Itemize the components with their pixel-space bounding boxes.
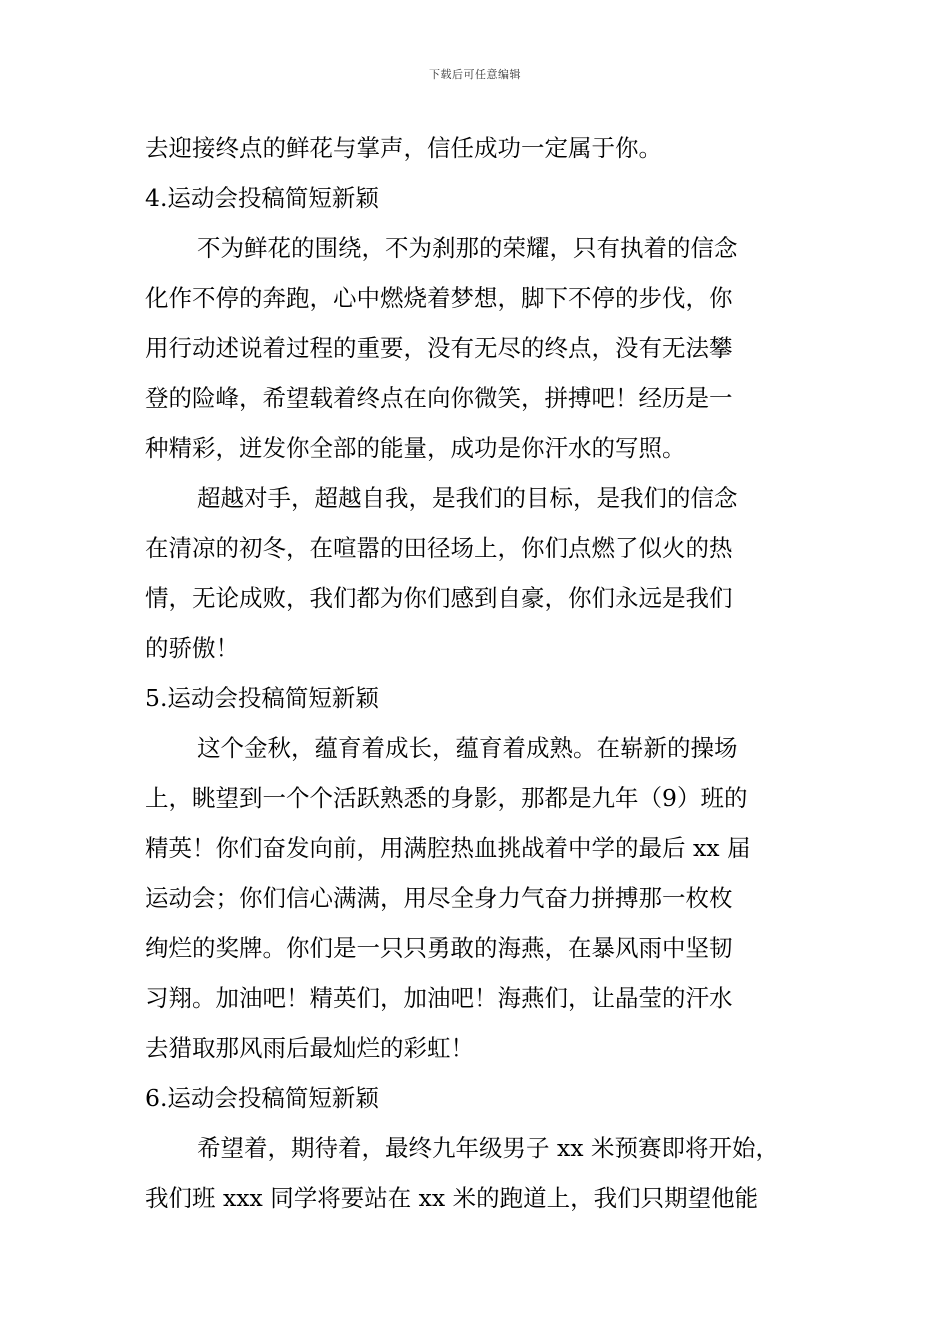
section-heading: 4.运动会投稿简短新颖	[145, 184, 379, 212]
text-line: 精英！你们奋发向前，用满腔热血挑战着中学的最后 xx 届	[145, 834, 751, 862]
text-line: 去猎取那风雨后最灿烂的彩虹！	[145, 1034, 474, 1062]
text-line: 这个金秋，蕴育着成长，蕴育着成熟。在崭新的操场	[197, 734, 738, 762]
text-line: 去迎接终点的鲜花与掌声，信任成功一定属于你。	[145, 134, 662, 162]
document-body	[145, 123, 809, 1223]
text-line: 情，无论成败，我们都为你们感到自豪，你们永远是我们	[145, 584, 733, 612]
text-line: 我们班 xxx 同学将要站在 xx 米的跑道上，我们只期望他能	[145, 1184, 759, 1212]
text-line: 绚烂的奖牌。你们是一只只勇敢的海燕，在暴风雨中坚韧	[145, 934, 733, 962]
text-line: 上，眺望到一个个活跃熟悉的身影，那都是九年（9）班的	[145, 784, 748, 812]
text-line: 在清凉的初冬，在喧嚣的田径场上，你们点燃了似火的热	[145, 534, 733, 562]
text-line: 用行动述说着过程的重要，没有无尽的终点，没有无法攀	[145, 334, 733, 362]
text-line: 运动会；你们信心满满，用尽全身力气奋力拼搏那一枚枚	[145, 884, 733, 912]
text-line: 希望着，期待着，最终九年级男子 xx 米预赛即将开始，	[197, 1134, 779, 1162]
text-line: 化作不停的奔跑，心中燃烧着梦想，脚下不停的步伐，你	[145, 284, 733, 312]
section-heading: 6.运动会投稿简短新颖	[145, 1084, 379, 1112]
text-line: 习翔。加油吧！精英们，加油吧！海燕们，让晶莹的汗水	[145, 984, 733, 1012]
text-line: 登的险峰，希望载着终点在向你微笑，拼搏吧！经历是一	[145, 384, 733, 412]
text-line: 超越对手，超越自我，是我们的目标，是我们的信念	[197, 484, 738, 512]
text-line: 种精彩，迸发你全部的能量，成功是你汗水的写照。	[145, 434, 686, 462]
page-header: 下载后可任意编辑	[429, 68, 521, 81]
text-line: 不为鲜花的围绕，不为刹那的荣耀，只有执着的信念	[197, 234, 738, 262]
text-line: 的骄傲！	[145, 634, 239, 662]
section-heading: 5.运动会投稿简短新颖	[145, 684, 379, 712]
